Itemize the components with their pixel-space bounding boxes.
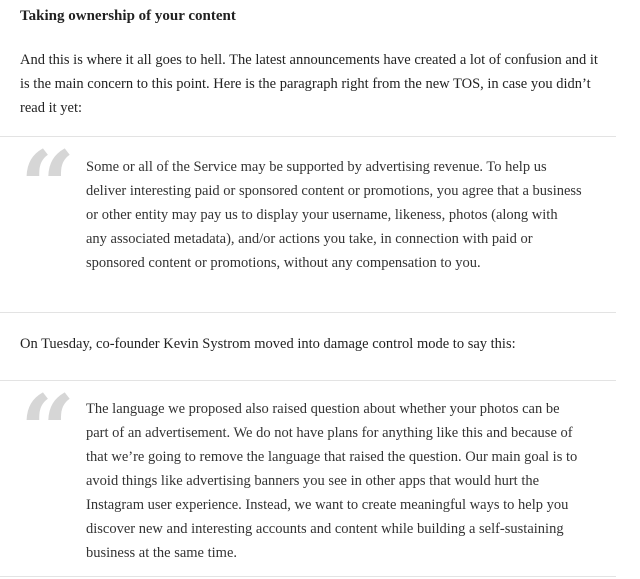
intro-paragraph: And this is where it all goes to hell. The latest announcements have created a lot of confusion and it is the main concern to this point. Here is the paragraph right from the new TOS, in case you didn’t read it yet: (20, 52, 598, 116)
quote-mark-icon: “ (20, 374, 76, 487)
quote-text: Some or all of the Service may be supported by advertising revenue. To help us deliver interesting paid or sponsored content or promotions, you agree that a business or other entity may pay us to display your username, likeness, photos (along with any associated metadata), and/or actions you take, in connection with paid or sponsored content or promotions, without any compensation to you. (86, 159, 582, 271)
blockquote-systrom (0, 374, 616, 576)
section-heading: Taking ownership of your content (20, 8, 236, 24)
divider (0, 576, 616, 577)
blockquote-tos (0, 130, 616, 312)
quote-text: The language we proposed also raised question about whether your photos can be part of an advertisement. We do not have plans for anything like this and because of that we’re going to remove the language that raised the question. Our main goal is to avoid things like advertising banners you see in other apps that would hurt the Instagram user experience. Instead, we want to create meaningful ways to help you discover new and interesting accounts and content while building a self-sustaining business at the same time. (86, 401, 578, 561)
transition-paragraph: On Tuesday, co-founder Kevin Systrom moved into damage control mode to say this: (20, 336, 516, 352)
quote-mark-icon: “ (20, 130, 76, 243)
divider (0, 312, 616, 313)
